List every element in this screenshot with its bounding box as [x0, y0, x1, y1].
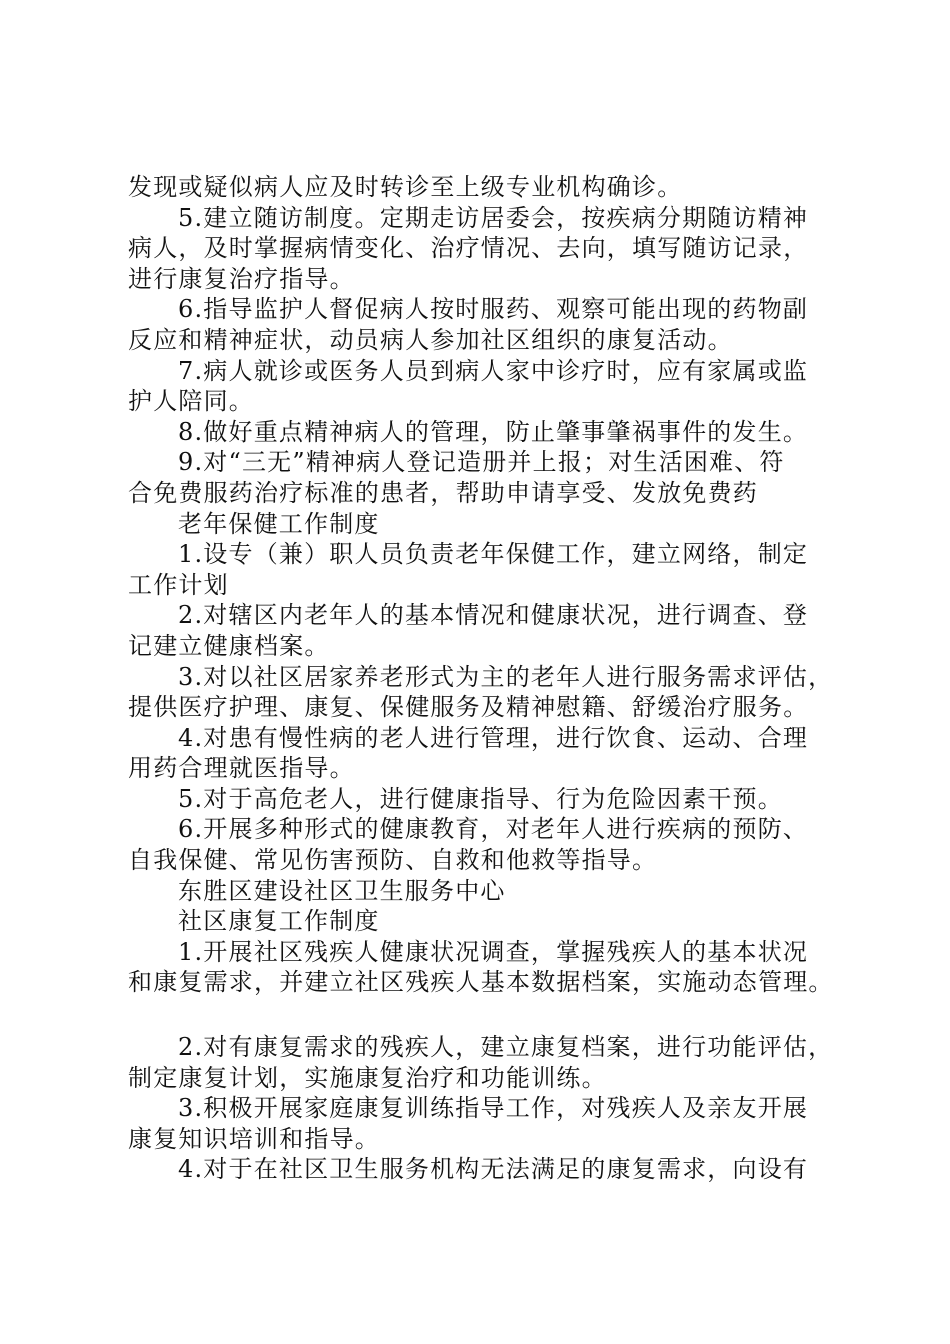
text-line: 病人，及时掌握病情变化、治疗情况、去向，填写随访记录， — [128, 234, 809, 263]
text-line: 合免费服药治疗标准的患者，帮助申请享受、发放免费药 — [128, 478, 758, 507]
text-line: 6.指导监护人督促病人按时服药、观察可能出现的药物副 — [178, 295, 809, 324]
text-line: 1.开展社区残疾人健康状况调查，掌握残疾人的基本状况 — [178, 937, 809, 966]
text-block-main — [128, 172, 838, 998]
text-line: 用药合理就医指导。 — [128, 754, 355, 783]
text-line: 东胜区建设社区卫生服务中心 — [178, 876, 506, 905]
text-line: 2.对辖区内老年人的基本情况和健康状况，进行调查、登 — [178, 601, 809, 630]
paragraph-gap — [128, 998, 838, 1032]
text-line: 康复知识培训和指导。 — [128, 1124, 380, 1153]
document-body — [128, 172, 838, 1185]
text-line: 4.对于在社区卫生服务机构无法满足的康复需求，向设有 — [178, 1155, 809, 1184]
text-line: 2.对有康复需求的残疾人，建立康复档案，进行功能评估， — [178, 1033, 834, 1062]
text-line: 自我保健、常见伤害预防、自救和他救等指导。 — [128, 846, 658, 875]
text-line: 6.开展多种形式的健康教育，对老年人进行疾病的预防、 — [178, 815, 809, 844]
text-line: 社区康复工作制度 — [178, 907, 380, 936]
text-line: 和康复需求，并建立社区残疾人基本数据档案，实施动态管理。 — [128, 968, 834, 997]
text-line: 进行康复治疗指导。 — [128, 264, 355, 293]
text-line: 护人陪同。 — [128, 387, 254, 416]
text-line: 3.积极开展家庭康复训练指导工作，对残疾人及亲友开展 — [178, 1094, 809, 1123]
text-line: 老年保健工作制度 — [178, 509, 380, 538]
text-line: 提供医疗护理、康复、保健服务及精神慰籍、舒缓治疗服务。 — [128, 693, 809, 722]
text-line: 4.对患有慢性病的老人进行管理，进行饮食、运动、合理 — [178, 723, 809, 752]
text-line: 5.对于高危老人，进行健康指导、行为危险因素干预。 — [178, 784, 783, 813]
text-line: 9.对“三无”精神病人登记造册并上报；对生活困难、符 — [178, 448, 785, 477]
text-line: 8.做好重点精神病人的管理，防止肇事肇祸事件的发生。 — [178, 417, 809, 446]
text-line: 工作计划 — [128, 570, 229, 599]
text-line: 7.病人就诊或医务人员到病人家中诊疗时，应有家属或监 — [178, 356, 809, 385]
text-line: 1.设专（兼）职人员负责老年保健工作，建立网络，制定 — [178, 540, 809, 569]
text-line: 制定康复计划，实施康复治疗和功能训练。 — [128, 1063, 607, 1092]
text-line: 记建立健康档案。 — [128, 631, 330, 660]
text-line: 3.对以社区居家养老形式为主的老年人进行服务需求评估， — [178, 662, 834, 691]
text-line: 反应和精神症状，动员病人参加社区组织的康复活动。 — [128, 325, 733, 354]
text-line: 5.建立随访制度。定期走访居委会，按疾病分期随访精神 — [178, 203, 809, 232]
text-line: 发现或疑似病人应及时转诊至上级专业机构确诊。 — [128, 173, 683, 201]
text-block-continued — [128, 1032, 838, 1185]
